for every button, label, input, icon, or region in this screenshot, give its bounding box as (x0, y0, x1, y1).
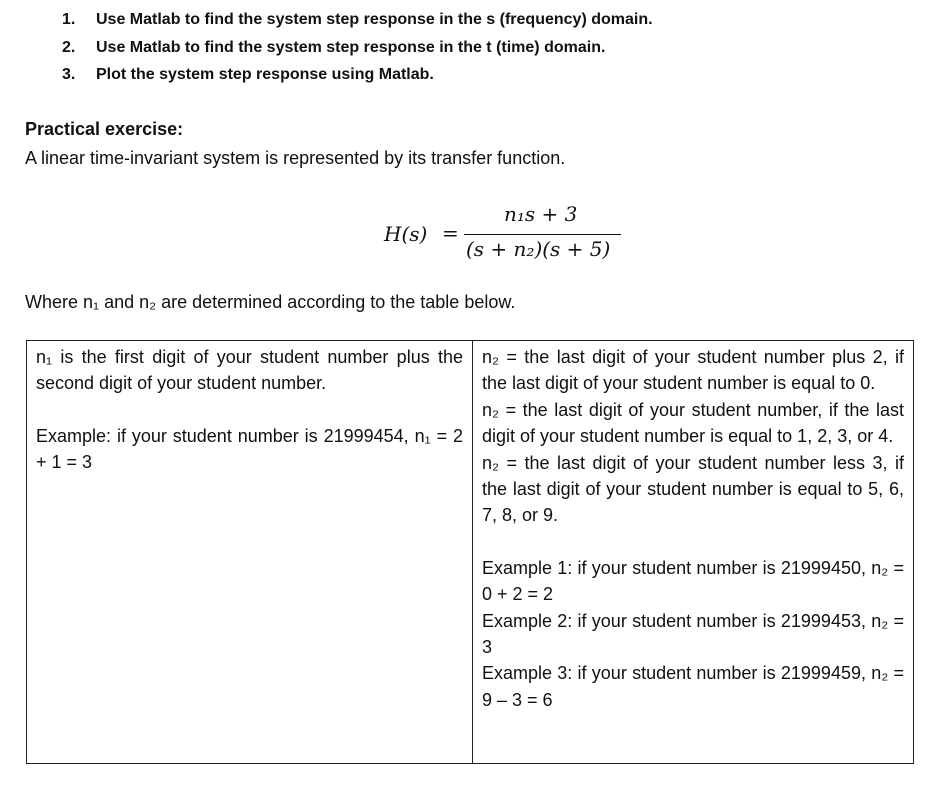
task-text: Use Matlab to find the system step response in the t (time) domain. (96, 38, 606, 56)
n2-example-2: Example 2: if your student number is 21999453, n₂ = 3 (482, 610, 904, 658)
spacer (482, 529, 904, 555)
formula-numerator: n₁s + 3 (504, 202, 578, 226)
task-text: Use Matlab to find the system step response in the s (frequency) domain. (96, 11, 653, 28)
parameter-table (26, 340, 914, 764)
table-row (27, 341, 914, 764)
n2-rule-2: n₂ = the last digit of your student number, if the last digit of your student number is equal to 1, 2, 3, or 4. (482, 399, 904, 447)
task-number: 3. (62, 66, 76, 83)
formula-lhs: H(s) (384, 222, 428, 246)
n2-example-1: Example 1: if your student number is 21999450, n₂ = 0 + 2 = 2 (482, 557, 904, 605)
n2-example-3: Example 3: if your student number is 21999459, n₂ = 9 – 3 = 6 (482, 663, 904, 710)
n2-rule-3: n₂ = the last digit of your student number less 3, if the last digit of your student number is equal to 5, 6, 7, 8, or 9. (482, 452, 904, 526)
intro-text: A linear time-invariant system is represented by its transfer function. (25, 148, 566, 168)
task-list (62, 8, 653, 91)
task-number: 2. (62, 38, 76, 56)
n1-example: Example: if your student number is 21999454, n₁ = 2 + 1 = 3 (36, 425, 463, 473)
task-item (62, 63, 653, 91)
task-text: Plot the system step response using Matlab. (96, 66, 434, 83)
fraction-bar (464, 234, 621, 235)
task-item (62, 8, 653, 36)
section-heading: Practical exercise: (25, 119, 184, 139)
task-item (62, 36, 653, 64)
transfer-function-formula (384, 200, 644, 270)
formula-denominator: (s + n₂)(s + 5) (466, 237, 611, 261)
n2-rule-1: n₂ = the last digit of your student number plus 2, if the last digit of your student number is equal to 0. (482, 347, 904, 394)
n1-definition: n₁ is the first digit of your student number plus the second digit of your student number. (36, 347, 463, 394)
task-number: 1. (62, 11, 76, 28)
formula-equals: = (442, 221, 459, 245)
spacer (36, 397, 463, 423)
where-text: Where n₁ and n₂ are determined according to the table below. (25, 292, 516, 312)
n1-cell (27, 341, 473, 764)
n2-cell (473, 341, 914, 764)
